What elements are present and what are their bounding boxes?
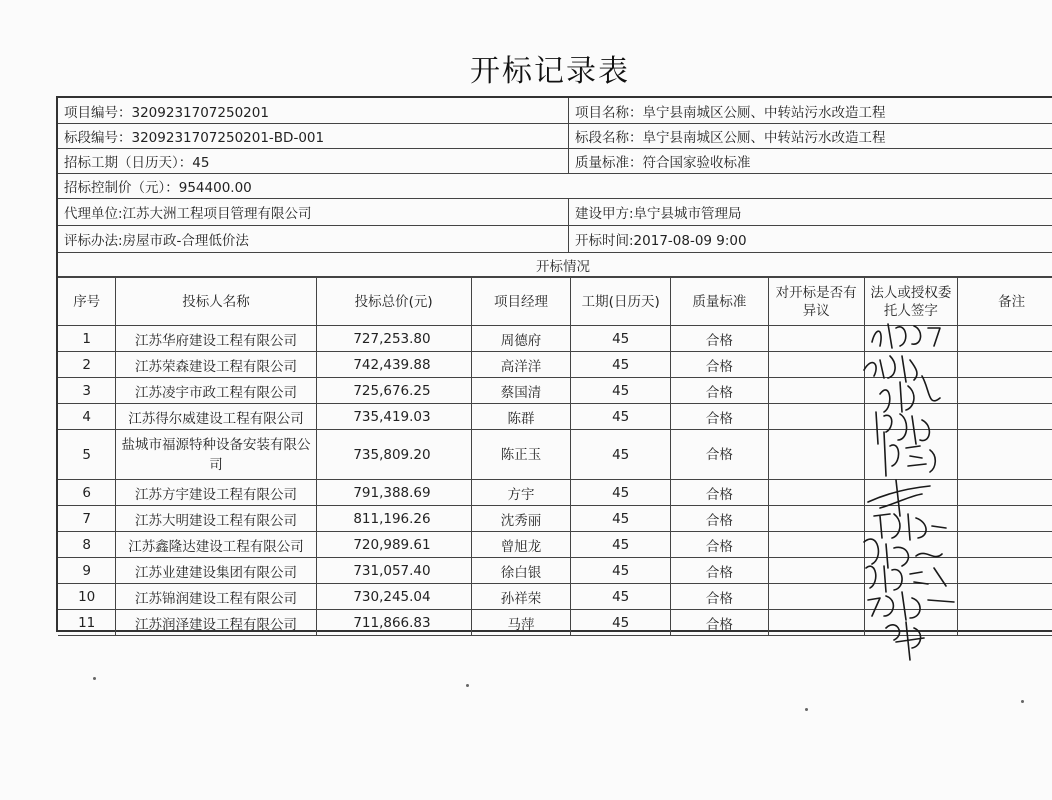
project-name: 项目名称：阜宁县南城区公厕、中转站污水改造工程 bbox=[568, 98, 1052, 123]
cell-signature bbox=[864, 326, 958, 352]
cell-manager: 马萍 bbox=[471, 610, 571, 636]
cell-period: 45 bbox=[571, 430, 671, 480]
table-row bbox=[58, 404, 1052, 430]
cell-objection bbox=[768, 532, 864, 558]
table-row bbox=[58, 584, 1052, 610]
cell-period: 45 bbox=[571, 480, 671, 506]
cell-remark bbox=[958, 558, 1052, 584]
cell-signature bbox=[864, 558, 958, 584]
cell-bidder: 江苏荣森建设工程有限公司 bbox=[116, 352, 316, 378]
cell-bidder: 江苏凌宇市政工程有限公司 bbox=[116, 378, 316, 404]
cell-remark bbox=[958, 480, 1052, 506]
cell-manager: 陈正玉 bbox=[471, 430, 571, 480]
cell-manager: 徐白银 bbox=[471, 558, 571, 584]
cell-bidder: 江苏锦润建设工程有限公司 bbox=[116, 584, 316, 610]
cell-manager: 周德府 bbox=[471, 326, 571, 352]
cell-manager: 高洋洋 bbox=[471, 352, 571, 378]
cell-objection bbox=[768, 584, 864, 610]
table-row bbox=[58, 506, 1052, 532]
cell-quality: 合格 bbox=[671, 558, 769, 584]
cell-seq: 10 bbox=[58, 584, 116, 610]
cell-price: 711,866.83 bbox=[316, 610, 471, 636]
scan-speck bbox=[805, 708, 808, 711]
col-period: 工期(日历天) bbox=[571, 278, 671, 326]
cell-quality: 合格 bbox=[671, 506, 769, 532]
cell-objection bbox=[768, 326, 864, 352]
cell-remark bbox=[958, 610, 1052, 636]
table-row bbox=[58, 326, 1052, 352]
cell-remark bbox=[958, 404, 1052, 430]
cell-price: 720,989.61 bbox=[316, 532, 471, 558]
cell-quality: 合格 bbox=[671, 480, 769, 506]
cell-seq: 1 bbox=[58, 326, 116, 352]
cell-signature bbox=[864, 378, 958, 404]
cell-quality: 合格 bbox=[671, 610, 769, 636]
cell-manager: 曾旭龙 bbox=[471, 532, 571, 558]
page-title: 开标记录表 bbox=[470, 54, 630, 89]
cell-seq: 4 bbox=[58, 404, 116, 430]
cell-bidder: 江苏得尔威建设工程有限公司 bbox=[116, 404, 316, 430]
info-row-section bbox=[58, 124, 1052, 149]
table-row bbox=[58, 610, 1052, 636]
quality-standard: 质量标准：符合国家验收标准 bbox=[568, 149, 1052, 173]
table-row bbox=[58, 430, 1052, 480]
cell-bidder: 江苏大明建设工程有限公司 bbox=[116, 506, 316, 532]
section-no: 标段编号：3209231707250201-BD-001 bbox=[64, 130, 325, 146]
cell-seq: 9 bbox=[58, 558, 116, 584]
cell-period: 45 bbox=[571, 326, 671, 352]
cell-manager: 蔡国清 bbox=[471, 378, 571, 404]
cell-seq: 8 bbox=[58, 532, 116, 558]
cell-objection bbox=[768, 352, 864, 378]
cell-manager: 沈秀丽 bbox=[471, 506, 571, 532]
cell-period: 45 bbox=[571, 506, 671, 532]
info-row-project bbox=[58, 98, 1052, 124]
info-row-control-price bbox=[58, 174, 1052, 199]
bids-table bbox=[58, 277, 1052, 636]
col-seq: 序号 bbox=[58, 278, 116, 326]
cell-remark bbox=[958, 584, 1052, 610]
cell-price: 735,419.03 bbox=[316, 404, 471, 430]
cell-signature bbox=[864, 610, 958, 636]
col-objection: 对开标是否有异议 bbox=[768, 278, 864, 326]
table-row bbox=[58, 352, 1052, 378]
col-manager: 项目经理 bbox=[471, 278, 571, 326]
cell-manager: 方宇 bbox=[471, 480, 571, 506]
table-row bbox=[58, 480, 1052, 506]
cell-price: 725,676.25 bbox=[316, 378, 471, 404]
cell-price: 730,245.04 bbox=[316, 584, 471, 610]
cell-objection bbox=[768, 430, 864, 480]
agent-unit: 代理单位:江苏大洲工程项目管理有限公司 bbox=[64, 206, 312, 222]
cell-objection bbox=[768, 506, 864, 532]
project-no: 项目编号：3209231707250201 bbox=[64, 104, 269, 121]
cell-price: 791,388.69 bbox=[316, 480, 471, 506]
opening-time: 开标时间:2017-08-09 9:00 bbox=[568, 226, 1052, 252]
col-quality: 质量标准 bbox=[671, 278, 769, 326]
section-name: 标段名称：阜宁县南城区公厕、中转站污水改造工程 bbox=[568, 124, 1052, 148]
section-title: 开标情况 bbox=[58, 253, 1052, 277]
cell-manager: 陈群 bbox=[471, 404, 571, 430]
cell-quality: 合格 bbox=[671, 532, 769, 558]
cell-signature bbox=[864, 430, 958, 480]
cell-objection bbox=[768, 404, 864, 430]
cell-bidder: 江苏鑫隆达建设工程有限公司 bbox=[116, 532, 316, 558]
cell-period: 45 bbox=[571, 532, 671, 558]
cell-objection bbox=[768, 558, 864, 584]
cell-price: 727,253.80 bbox=[316, 326, 471, 352]
info-row-period bbox=[58, 149, 1052, 174]
control-price: 招标控制价（元）：954400.00 bbox=[64, 180, 252, 196]
cell-quality: 合格 bbox=[671, 326, 769, 352]
cell-seq: 5 bbox=[58, 430, 116, 480]
cell-seq: 6 bbox=[58, 480, 116, 506]
cell-price: 731,057.40 bbox=[316, 558, 471, 584]
col-signature: 法人或授权委托人签字 bbox=[864, 278, 958, 326]
table-row bbox=[58, 558, 1052, 584]
cell-period: 45 bbox=[571, 378, 671, 404]
cell-signature bbox=[864, 584, 958, 610]
cell-period: 45 bbox=[571, 584, 671, 610]
cell-quality: 合格 bbox=[671, 430, 769, 480]
col-price: 投标总价(元) bbox=[316, 278, 471, 326]
info-row-method bbox=[58, 226, 1052, 253]
cell-remark bbox=[958, 378, 1052, 404]
col-remark: 备注 bbox=[958, 278, 1052, 326]
cell-quality: 合格 bbox=[671, 584, 769, 610]
cell-period: 45 bbox=[571, 610, 671, 636]
table-row bbox=[58, 378, 1052, 404]
cell-objection bbox=[768, 378, 864, 404]
table-row bbox=[58, 532, 1052, 558]
owner-unit: 建设甲方:阜宁县城市管理局 bbox=[568, 199, 1052, 225]
cell-period: 45 bbox=[571, 352, 671, 378]
cell-seq: 11 bbox=[58, 610, 116, 636]
info-row-agent bbox=[58, 199, 1052, 226]
cell-price: 811,196.26 bbox=[316, 506, 471, 532]
col-bidder: 投标人名称 bbox=[116, 278, 316, 326]
cell-bidder: 江苏方宇建设工程有限公司 bbox=[116, 480, 316, 506]
cell-seq: 3 bbox=[58, 378, 116, 404]
cell-signature bbox=[864, 352, 958, 378]
cell-quality: 合格 bbox=[671, 378, 769, 404]
record-sheet bbox=[56, 96, 1052, 632]
evaluation-method: 评标办法:房屋市政-合理低价法 bbox=[64, 233, 249, 249]
cell-signature bbox=[864, 480, 958, 506]
cell-seq: 2 bbox=[58, 352, 116, 378]
cell-objection bbox=[768, 480, 864, 506]
cell-bidder: 江苏华府建设工程有限公司 bbox=[116, 326, 316, 352]
table-header bbox=[58, 278, 1052, 326]
scan-speck bbox=[466, 684, 469, 687]
cell-remark bbox=[958, 506, 1052, 532]
cell-remark bbox=[958, 532, 1052, 558]
cell-remark bbox=[958, 326, 1052, 352]
cell-manager: 孙祥荣 bbox=[471, 584, 571, 610]
cell-bidder: 江苏润泽建设工程有限公司 bbox=[116, 610, 316, 636]
scan-speck bbox=[1021, 700, 1024, 703]
cell-quality: 合格 bbox=[671, 404, 769, 430]
scan-speck bbox=[93, 677, 96, 680]
cell-objection bbox=[768, 610, 864, 636]
cell-price: 742,439.88 bbox=[316, 352, 471, 378]
cell-bidder: 江苏业建建设集团有限公司 bbox=[116, 558, 316, 584]
cell-bidder: 盐城市福源特种设备安装有限公司 bbox=[116, 430, 316, 480]
cell-signature bbox=[864, 404, 958, 430]
cell-remark bbox=[958, 430, 1052, 480]
cell-seq: 7 bbox=[58, 506, 116, 532]
cell-period: 45 bbox=[571, 404, 671, 430]
cell-remark bbox=[958, 352, 1052, 378]
cell-quality: 合格 bbox=[671, 352, 769, 378]
cell-signature bbox=[864, 532, 958, 558]
tender-period: 招标工期（日历天）：45 bbox=[64, 155, 210, 171]
cell-period: 45 bbox=[571, 558, 671, 584]
cell-price: 735,809.20 bbox=[316, 430, 471, 480]
cell-signature bbox=[864, 506, 958, 532]
